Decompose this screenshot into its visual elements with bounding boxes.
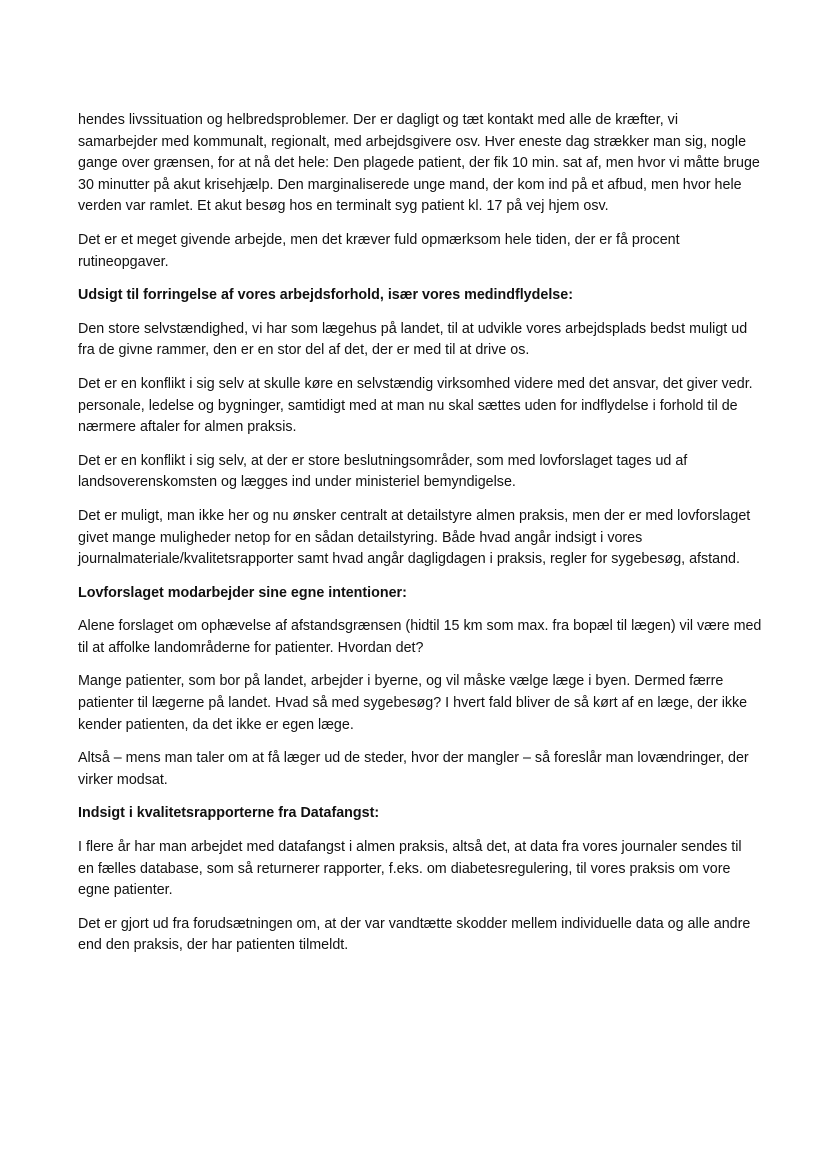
text-line: 30 minutter på akut krisehjælp. Den marginaliserede unge mand, der kom ind på et afbud, men hvor hele	[78, 176, 742, 193]
text-line: Den store selvstændighed, vi har som lægehus på landet, til at udvikle vores arbejdsplads bedst muligt ud	[78, 320, 748, 337]
text-line: Det er muligt, man ikke her og nu ønsker centralt at detailstyre almen praksis, men der er med lovforslaget	[78, 507, 751, 524]
heading-text: Lovforslaget modarbejder sine egne intentioner:	[78, 584, 407, 601]
text-line: kender patienten, da det ikke er egen læge.	[78, 716, 354, 733]
paragraph	[78, 230, 758, 273]
text-line: egne patienter.	[78, 882, 173, 899]
section-heading	[78, 285, 758, 307]
text-line: Alene forslaget om ophævelse af afstandsgrænsen (hidtil 15 km som max. fra bopæl til lægen) vil være med	[78, 618, 762, 635]
text-line: nærmere aftaler for almen praksis.	[78, 419, 297, 436]
text-line: en fælles database, som så returnerer rapporter, f.eks. om diabetesregulering, til vores praksis om vore	[78, 860, 731, 877]
paragraph	[78, 914, 758, 957]
text-line: Det er en konflikt i sig selv at skulle køre en selvstændig virksomhed videre med det ansvar, det giver vedr.	[78, 375, 753, 392]
section-heading	[78, 583, 758, 605]
paragraph	[78, 748, 758, 791]
paragraph	[78, 451, 758, 494]
text-line: journalmateriale/kvalitetsrapporter samt hvad angår dagligdagen i praksis, regler for sygebesøg, afstand.	[78, 551, 740, 568]
document-page	[78, 110, 762, 969]
text-line: Det er et meget givende arbejde, men det kræver fuld opmærksom hele tiden, der er få procent	[78, 231, 680, 248]
paragraph	[78, 374, 758, 439]
text-line: verden var ramlet. Et akut besøg hos en terminalt syg patient kl. 17 på vej hjem osv.	[78, 198, 609, 215]
heading-text: Udsigt til forringelse af vores arbejdsforhold, især vores medindflydelse:	[78, 287, 573, 304]
section-heading	[78, 803, 758, 825]
text-line: landsoverenskomsten og lægges ind under ministeriel bemyndigelse.	[78, 474, 516, 491]
text-line: virker modsat.	[78, 771, 168, 788]
text-line: givet mange muligheder netop for en sådan detailstyring. Både hvad angår indsigt i vores	[78, 529, 643, 546]
paragraph	[78, 837, 758, 902]
text-line: samarbejder med kommunalt, regionalt, med arbejdsgivere osv. Hver eneste dag strækker man sig, nogle	[78, 133, 747, 150]
text-line: hendes livssituation og helbredsproblemer. Der er dagligt og tæt kontakt med alle de kræfter, vi	[78, 112, 678, 128]
text-line: end den praksis, der har patienten tilmeldt.	[78, 937, 349, 954]
text-line: patienter til lægerne på landet. Hvad så med sygebesøg? I hvert fald bliver de så kørt af en læge, der ikke	[78, 695, 748, 712]
text-line: I flere år har man arbejdet med datafangst i almen praksis, altså det, at data fra vores journaler sendes til	[78, 839, 742, 856]
heading-text: Indsigt i kvalitetsrapporterne fra Datafangst:	[78, 805, 380, 822]
paragraph	[78, 671, 758, 736]
text-line: Det er en konflikt i sig selv, at der er store beslutningsområder, som med lovforslaget tages ud af	[78, 452, 688, 469]
text-line: Det er gjort ud fra forudsætningen om, at der var vandtætte skodder mellem individuelle data og alle andre	[78, 915, 751, 932]
text-line: personale, ledelse og bygninger, samtidigt med at man nu skal sættes uden for indflydelse i forhold til de	[78, 397, 738, 414]
text-line: Mange patienter, som bor på landet, arbejder i byerne, og vil måske vælge læge i byen. Dermed færre	[78, 673, 724, 690]
paragraph	[78, 616, 762, 659]
paragraph	[78, 506, 758, 571]
paragraph	[78, 110, 758, 218]
text-line: til at affolke landområderne for patienter. Hvordan det?	[78, 639, 424, 656]
text-line: gange over grænsen, for at nå det hele: Den plagede patient, der fik 10 min. sat af, men hvor vi måtte bruge	[78, 155, 760, 172]
paragraph	[78, 319, 758, 362]
text-line: Altså – mens man taler om at få læger ud de steder, hvor der mangler – så foreslår man lovændringer, der	[78, 750, 749, 767]
text-line: rutineopgaver.	[78, 253, 169, 270]
text-line: fra de givne rammer, den er en stor del af det, der er med til at drive os.	[78, 342, 530, 359]
